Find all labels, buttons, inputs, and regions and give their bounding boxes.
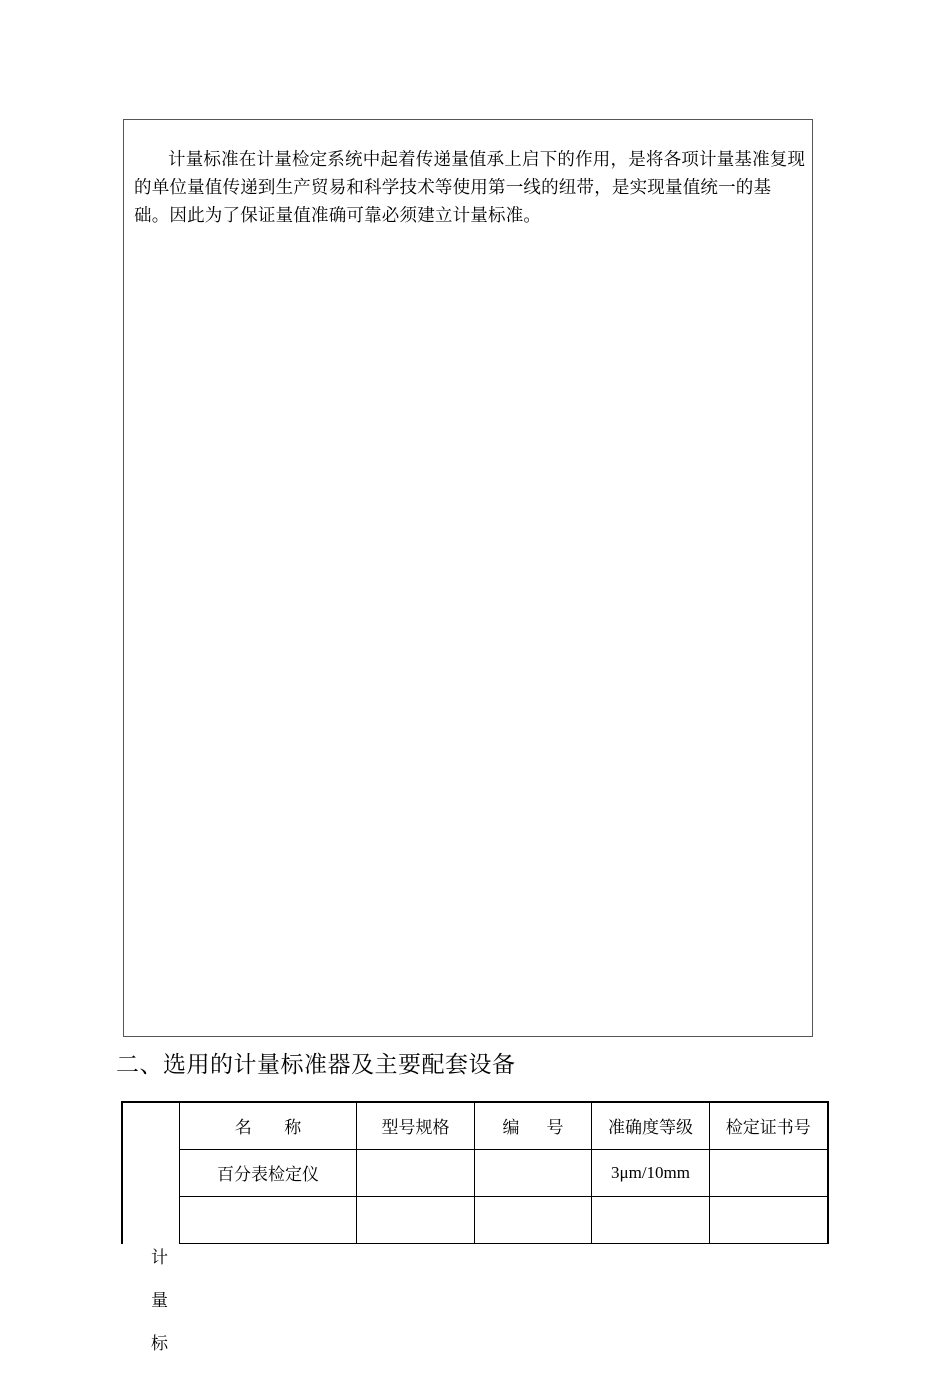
cell-certificate: [710, 1149, 828, 1196]
cell-certificate: [710, 1196, 828, 1243]
section-heading: 二、选用的计量标准器及主要配套设备: [116, 1052, 516, 1078]
cell-number: [475, 1149, 592, 1196]
cell-model: [357, 1149, 475, 1196]
equipment-table: [179, 1101, 829, 1244]
cell-model: [357, 1196, 475, 1243]
header-number: 编 号: [475, 1102, 592, 1149]
table-header-row: [180, 1102, 828, 1149]
cell-name: 百分表检定仪: [180, 1149, 357, 1196]
cell-name: [180, 1196, 357, 1243]
header-accuracy: 准确度等级: [592, 1102, 710, 1149]
table-left-border: [121, 1101, 123, 1244]
vertical-char: 计: [151, 1248, 168, 1268]
vertical-category-label: [151, 1247, 171, 1376]
header-name: 名 称: [180, 1102, 357, 1149]
vertical-char: 标: [151, 1334, 168, 1354]
text-box: [123, 119, 813, 1037]
vertical-char: 量: [151, 1291, 168, 1311]
table-top-border: [121, 1101, 180, 1103]
header-model: 型号规格: [357, 1102, 475, 1149]
cell-accuracy: 3μm/10mm: [592, 1149, 710, 1196]
header-certificate: 检定证书号: [710, 1102, 828, 1149]
cell-number: [475, 1196, 592, 1243]
table-row: [180, 1149, 828, 1196]
cell-accuracy: [592, 1196, 710, 1243]
intro-paragraph: 计量标准在计量检定系统中起着传递量值承上启下的作用，是将各项计量基准复现的单位量值传递到生产贸易和科学技术等使用第一线的纽带，是实现量值统一的基础。因此为了保证量值准确可靠必须建立计量标准。: [134, 150, 806, 226]
table-row: [180, 1196, 828, 1243]
